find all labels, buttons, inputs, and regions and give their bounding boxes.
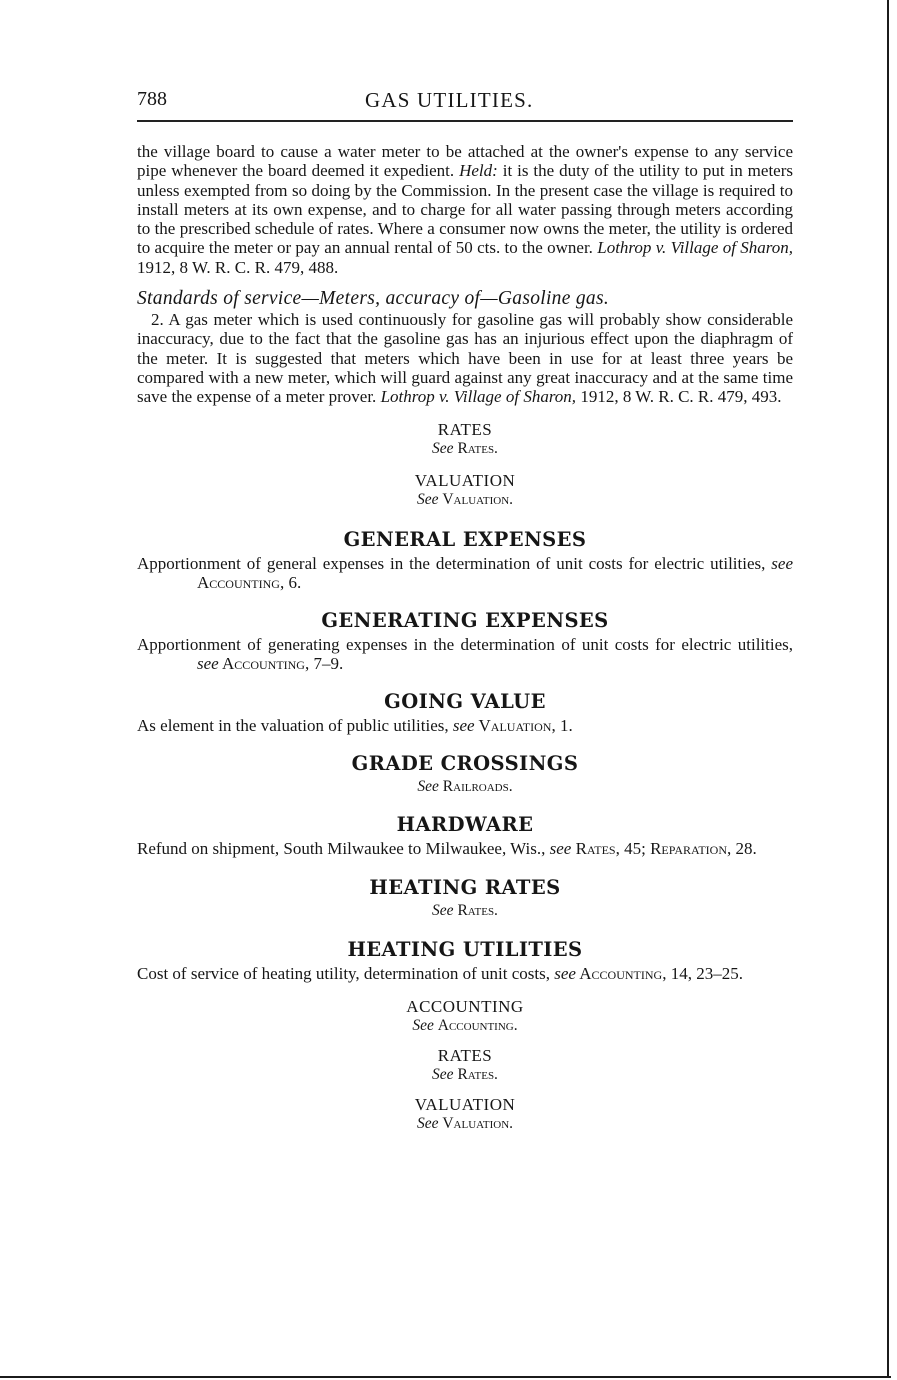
- heading-heating-rates: HEATING RATES: [369, 876, 561, 900]
- paragraph-meter-installation: the village board to cause a water meter to be attached at the owner's expense to any service pipe whenever the board deemed it expedient. Held: it is the duty of the utility to put in meters unless exempted from so doing by the Commission. In the present case the village is required to install meters at its own expense, and to charge for all water passing through meters according to the prescribed schedule of rates. Where a consumer now owns the meter, the utility is ordered to acquire the meter or pay an annual rental of 50 cts. to the owner. Lothrop v. Village of Sharon, 1912, 8 W. R. C. R. 479, 488.: [137, 142, 793, 277]
- running-title: GAS UTILITIES.: [365, 88, 534, 112]
- section-subheading: Standards of service—Meters, accuracy of—Gasoline gas.: [137, 288, 610, 310]
- cross-ref-heating-utilities-valuation: VALUATION See Valuation.: [414, 1094, 516, 1132]
- heading-general-expenses: GENERAL EXPENSES: [343, 527, 587, 551]
- entry-generating-expenses: Apportionment of generating expenses in the determination of unit costs for electric utilities, see Accounting, 7–9.: [137, 635, 793, 674]
- heading-going-value: GOING VALUE: [384, 689, 546, 713]
- book-page: [137, 86, 793, 1133]
- entry-hardware: Refund on shipment, South Milwaukee to Milwaukee, Wis., see Rates, 45; Reparation, 28.: [137, 839, 757, 859]
- cross-ref-accounting: ACCOUNTING See Accounting.: [406, 996, 524, 1034]
- heading-heating-utilities: HEATING UTILITIES: [347, 938, 583, 962]
- heading-generating-expenses: GENERATING EXPENSES: [321, 609, 609, 633]
- running-head: [137, 86, 793, 116]
- case-citation: Lothrop v. Village of Sharon,: [597, 238, 793, 258]
- page-number: 788: [137, 88, 167, 110]
- case-citation: Lothrop v. Village of Sharon,: [380, 387, 577, 407]
- heading-hardware: HARDWARE: [396, 813, 534, 837]
- cross-ref-railroads: See Railroads.: [417, 778, 513, 796]
- cross-ref-heating-utilities-rates: RATES See Rates.: [432, 1045, 498, 1083]
- cross-ref-heating-rates: See Rates.: [432, 902, 498, 920]
- entry-going-value: As element in the valuation of public utilities, see Valuation, 1.: [137, 715, 573, 735]
- page-frame-right-edge: [887, 0, 889, 1376]
- entry-general-expenses: Apportionment of general expenses in the determination of unit costs for electric utilities, see Accounting, 6.: [137, 553, 793, 592]
- heading-grade-crossings: GRADE CROSSINGS: [351, 752, 579, 776]
- cross-ref-valuation: VALUATION See Valuation.: [414, 470, 516, 508]
- entry-heating-utilities: Cost of service of heating utility, determination of unit costs, see Accounting, 14, 23–25.: [137, 964, 743, 984]
- paragraph-meter-accuracy: 2. A gas meter which is used continuously for gasoline gas will probably show considerable inaccuracy, due to the fact that the gasoline gas has an injurious effect upon the diaphragm of the meter. It is suggested that meters which have been in use for at least three years be compared with a new meter, which will guard against any great inaccuracy and at the same time save the expense of a meter prover. Lothrop v. Village of Sharon, 1912, 8 W. R. C. R. 479, 493.: [137, 310, 793, 407]
- header-rule: [137, 120, 793, 122]
- cross-ref-rates: RATES See Rates.: [432, 419, 498, 457]
- page-frame-bottom-edge: [0, 1376, 891, 1378]
